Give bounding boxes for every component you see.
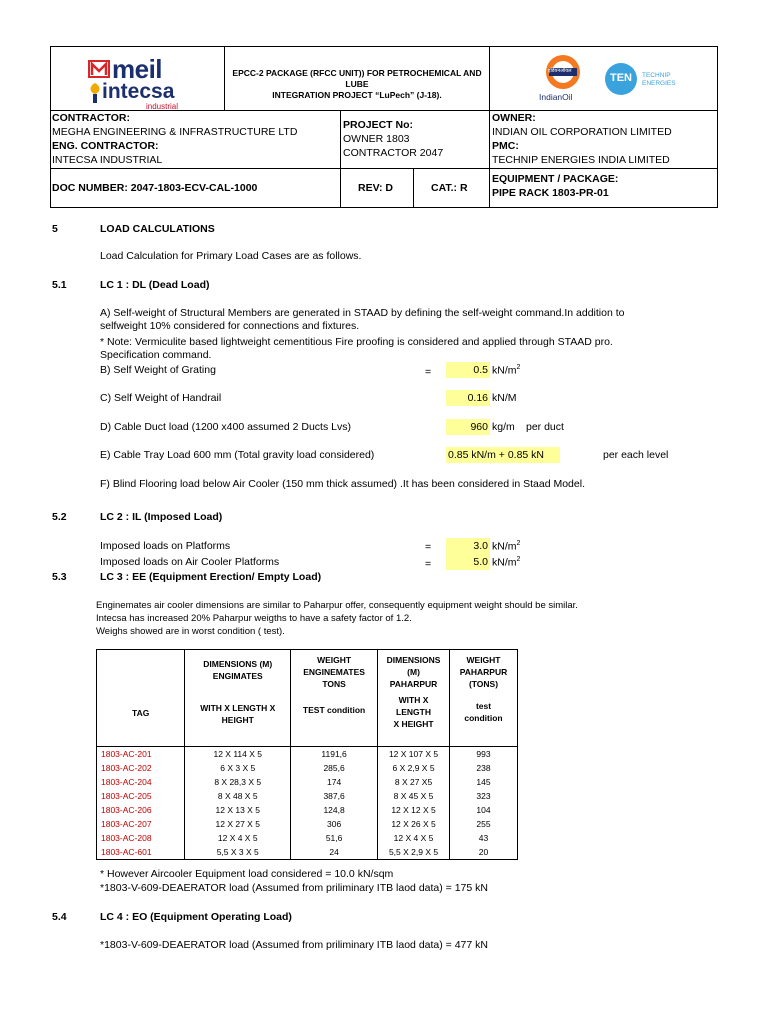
- owner-cell: [492, 111, 716, 167]
- dim-paharpur-cell: 12 X 4 X 5: [378, 831, 450, 845]
- dim-paharpur-cell: 6 X 2,9 X 5: [378, 761, 450, 775]
- project-no-label: PROJECT No:: [343, 119, 414, 131]
- owner-label: OWNER:: [492, 112, 536, 124]
- dim-enginemates-cell: 8 X 28,3 X 5: [185, 775, 291, 789]
- dim-enginemates-cell: 8 X 48 X 5: [185, 789, 291, 803]
- dim-enginemates-cell: 5,5 X 3 X 5: [185, 845, 291, 860]
- aircooler-platform-unit-sup: 2: [516, 556, 521, 563]
- dim-paharpur-cell: 5,5 X 2,9 X 5: [378, 845, 450, 860]
- enginemates-note-2: Intecsa has increased 20% Paharpur weigths to have a safety factor of 1.2.: [96, 613, 412, 624]
- platform-load-label: Imposed loads on Platforms: [100, 540, 231, 552]
- section-5-4-title: LC 4 : EO (Equipment Operating Load): [100, 911, 292, 923]
- project-title-line-2: INTEGRATION PROJECT “LuPech” (J-18).: [272, 90, 442, 100]
- deaerator-erection-load: *1803-V-609-DEAERATOR load (Assumed from priliminary ITB laod data) = 175 kN: [100, 882, 488, 894]
- contractor-number: CONTRACTOR 2047: [343, 147, 444, 159]
- platform-load-unit-sup: 2: [516, 540, 521, 547]
- section-5-1-number: 5.1: [52, 279, 67, 291]
- weight-paharpur-cell: 104: [450, 803, 518, 817]
- dim-enginemates-cell: 12 X 13 X 5: [185, 803, 291, 817]
- aircooler-platform-unit-text: kN/m: [492, 556, 517, 569]
- technip-energies-logo: [604, 62, 694, 96]
- dim-enginemates-cell: 6 X 3 X 5: [185, 761, 291, 775]
- weight-enginemates-cell: 306: [291, 817, 378, 831]
- weight-enginemates-cell: 1191,6: [291, 747, 378, 762]
- grating-unit: [492, 364, 520, 377]
- weight-paharpur-cell: 145: [450, 775, 518, 789]
- project-no-cell: [343, 118, 487, 160]
- weight-enginemates-header-1: WEIGHT ENGINEMATES TONS: [303, 655, 365, 689]
- blind-flooring-label: F) Blind Flooring load below Air Cooler (150 mm thick assumed) .It has been considered in Staad Model.: [100, 478, 585, 490]
- weight-enginemates-header-2: TEST condition: [302, 705, 366, 715]
- enginemates-note-3: Weighs showed are in worst condition ( test).: [96, 626, 285, 637]
- handrail-value: 0.16: [446, 390, 490, 406]
- fireproofing-note-2: Specification command.: [100, 349, 212, 361]
- technip-text-1: TECHNIP: [642, 72, 671, 79]
- dim-paharpur-cell: 12 X 12 X 5: [378, 803, 450, 817]
- dim-paharpur-cell: 12 X 107 X 5: [378, 747, 450, 762]
- cable-duct-label: D) Cable Duct load (1200 x400 assumed 2 Ducts Lvs): [100, 421, 351, 433]
- table-row: [97, 747, 518, 762]
- indianoil-hindi-text: इंडियनऑयल: [548, 68, 572, 74]
- tag-cell: 1803-AC-201: [97, 747, 185, 762]
- dim-paharpur-header-2: WITH X LENGTH X HEIGHT: [393, 695, 434, 729]
- dim-enginemates-header: [185, 650, 291, 747]
- weight-enginemates-cell: 387,6: [291, 789, 378, 803]
- section-5-1-title: LC 1 : DL (Dead Load): [100, 279, 210, 291]
- dim-paharpur-cell: 8 X 27 X5: [378, 775, 450, 789]
- dim-paharpur-cell: 12 X 26 X 5: [378, 817, 450, 831]
- grating-unit-text: kN/m: [492, 364, 517, 377]
- weight-paharpur-cell: 238: [450, 761, 518, 775]
- tag-cell: 1803-AC-206: [97, 803, 185, 817]
- table-row: [97, 761, 518, 775]
- cable-duct-note: per duct: [526, 421, 564, 433]
- weight-enginemates-cell: 124,8: [291, 803, 378, 817]
- section-5-3-number: 5.3: [52, 571, 67, 583]
- section-5-2-title: LC 2 : IL (Imposed Load): [100, 511, 223, 523]
- self-weight-text-1: A) Self-weight of Structural Members are generated in STAAD by defining the self-weight command.In addition to: [100, 307, 625, 319]
- weight-enginemates-header: [291, 650, 378, 747]
- dim-enginemates-header-2: WITH X LENGTH X HEIGHT: [200, 703, 276, 725]
- dim-paharpur-header: [378, 650, 450, 747]
- handrail-unit: kN/M: [492, 392, 517, 404]
- meil-emblem-icon: [88, 59, 110, 79]
- weight-enginemates-cell: 51,6: [291, 831, 378, 845]
- indianoil-logo-text: IndianOil: [539, 92, 573, 102]
- tag-cell: 1803-AC-204: [97, 775, 185, 789]
- dim-enginemates-cell: 12 X 4 X 5: [185, 831, 291, 845]
- contractor-value: MEGHA ENGINEERING & INFRASTRUCTURE LTD: [52, 126, 298, 138]
- cable-tray-note: per each level: [603, 449, 669, 461]
- technip-text-2: ENERGIES: [642, 80, 676, 87]
- cable-tray-label: E) Cable Tray Load 600 mm (Total gravity load considered): [100, 449, 375, 461]
- revision: REV: D: [358, 182, 394, 194]
- aircooler-platform-equals: =: [425, 558, 432, 570]
- section-5-3-title: LC 3 : EE (Equipment Erection/ Empty Load): [100, 571, 322, 583]
- table-row: [97, 831, 518, 845]
- grating-equals: =: [425, 366, 432, 378]
- tag-cell: 1803-AC-202: [97, 761, 185, 775]
- weight-enginemates-cell: 285,6: [291, 761, 378, 775]
- cable-tray-value: 0.85 kN/m + 0.85 kN: [446, 447, 560, 463]
- dim-paharpur-header-1: DIMENSIONS (M) PAHARPUR: [386, 655, 441, 689]
- weight-paharpur-header: [450, 650, 518, 747]
- equipment-value: PIPE RACK 1803-PR-01: [492, 187, 609, 199]
- aircooler-platform-value: 5.0: [446, 554, 490, 570]
- table-row: [97, 845, 518, 860]
- tag-column-header: [97, 650, 185, 747]
- category: CAT.: R: [431, 182, 468, 194]
- aircooler-platform-unit: [492, 556, 520, 569]
- tag-cell: 1803-AC-207: [97, 817, 185, 831]
- weight-paharpur-cell: 20: [450, 845, 518, 860]
- meil-logo-text: meil: [112, 54, 163, 84]
- table-row: [97, 817, 518, 831]
- aircooler-load-note: * However Aircooler Equipment load considered = 10.0 kN/sqm: [100, 868, 394, 880]
- table-row: [97, 789, 518, 803]
- enginemates-note-1: Enginemates air cooler dimensions are similar to Paharpur offer, consequently equipment weight should be similar.: [96, 600, 578, 611]
- weight-enginemates-cell: 174: [291, 775, 378, 789]
- tag-header-text: TAG: [132, 708, 150, 718]
- weight-paharpur-cell: 323: [450, 789, 518, 803]
- weight-paharpur-cell: 43: [450, 831, 518, 845]
- weight-paharpur-cell: 993: [450, 747, 518, 762]
- equipment-label: EQUIPMENT / PACKAGE:: [492, 173, 619, 185]
- platform-load-equals: =: [425, 541, 432, 553]
- dim-enginemates-header-1: DIMENSIONS (M) ENGIMATES: [203, 659, 273, 681]
- tag-cell: 1803-AC-205: [97, 789, 185, 803]
- indianoil-logo: [538, 54, 588, 106]
- project-title: [226, 68, 488, 101]
- tag-cell: 1803-AC-208: [97, 831, 185, 845]
- platform-load-value: 3.0: [446, 538, 490, 554]
- intecsa-logo-text: intecsa: [102, 80, 175, 103]
- contractor-cell: [52, 111, 338, 167]
- ten-logo-text: TEN: [610, 72, 632, 84]
- fireproofing-note-1: * Note: Vermiculite based lightweight cementitious Fire proofing is considered and applied through STAAD pro.: [100, 336, 613, 348]
- owner-number: OWNER 1803: [343, 133, 410, 145]
- weight-paharpur-header-1: WEIGHT PAHARPUR (TONS): [459, 655, 508, 689]
- section-5-2-number: 5.2: [52, 511, 67, 523]
- aircooler-weights-table: [96, 649, 518, 860]
- equipment-package: [492, 172, 618, 200]
- project-title-line-1: EPCC-2 PACKAGE (RFCC UNIT)) FOR PETROCHEMICAL AND LUBE: [232, 68, 482, 89]
- doc-number: DOC NUMBER: 2047-1803-ECV-CAL-1000: [52, 182, 258, 194]
- cable-duct-unit: kg/m: [492, 421, 515, 433]
- intecsa-logo-subtext: industrial: [146, 102, 179, 111]
- grating-label: B) Self Weight of Grating: [100, 364, 216, 376]
- grating-value: 0.5: [446, 362, 490, 378]
- section-5-4-number: 5.4: [52, 911, 67, 923]
- section-5-intro: Load Calculation for Primary Load Cases are as follows.: [100, 250, 362, 262]
- pmc-value: TECHNIP ENERGIES INDIA LIMITED: [492, 154, 670, 166]
- deaerator-operating-load: *1803-V-609-DEAERATOR load (Assumed from priliminary ITB laod data) = 477 kN: [100, 939, 488, 951]
- handrail-label: C) Self Weight of Handrail: [100, 392, 222, 404]
- platform-load-unit: [492, 540, 520, 553]
- tag-cell: 1803-AC-601: [97, 845, 185, 860]
- dim-paharpur-cell: 8 X 45 X 5: [378, 789, 450, 803]
- weight-enginemates-cell: 24: [291, 845, 378, 860]
- aircooler-weights-body: [97, 747, 518, 860]
- table-row: [97, 803, 518, 817]
- platform-load-unit-text: kN/m: [492, 540, 517, 553]
- dim-enginemates-cell: 12 X 27 X 5: [185, 817, 291, 831]
- grating-unit-sup: 2: [516, 364, 521, 371]
- owner-value: INDIAN OIL CORPORATION LIMITED: [492, 126, 672, 138]
- aircooler-platform-label: Imposed loads on Air Cooler Platforms: [100, 556, 280, 568]
- self-weight-text-2: selfweight 10% considered for connections and fixtures.: [100, 320, 360, 332]
- cable-duct-value: 960: [446, 419, 490, 435]
- section-5-number: 5: [52, 223, 58, 235]
- eng-contractor-label: ENG. CONTRACTOR:: [52, 140, 159, 152]
- dim-enginemates-cell: 12 X 114 X 5: [185, 747, 291, 762]
- section-5-title: LOAD CALCULATIONS: [100, 223, 215, 235]
- weight-paharpur-cell: 255: [450, 817, 518, 831]
- table-row: [97, 775, 518, 789]
- eng-contractor-value: INTECSA INDUSTRIAL: [52, 154, 163, 166]
- pmc-label: PMC:: [492, 140, 519, 152]
- weight-paharpur-header-2: test condition: [464, 701, 503, 723]
- contractor-label: CONTRACTOR:: [52, 112, 130, 124]
